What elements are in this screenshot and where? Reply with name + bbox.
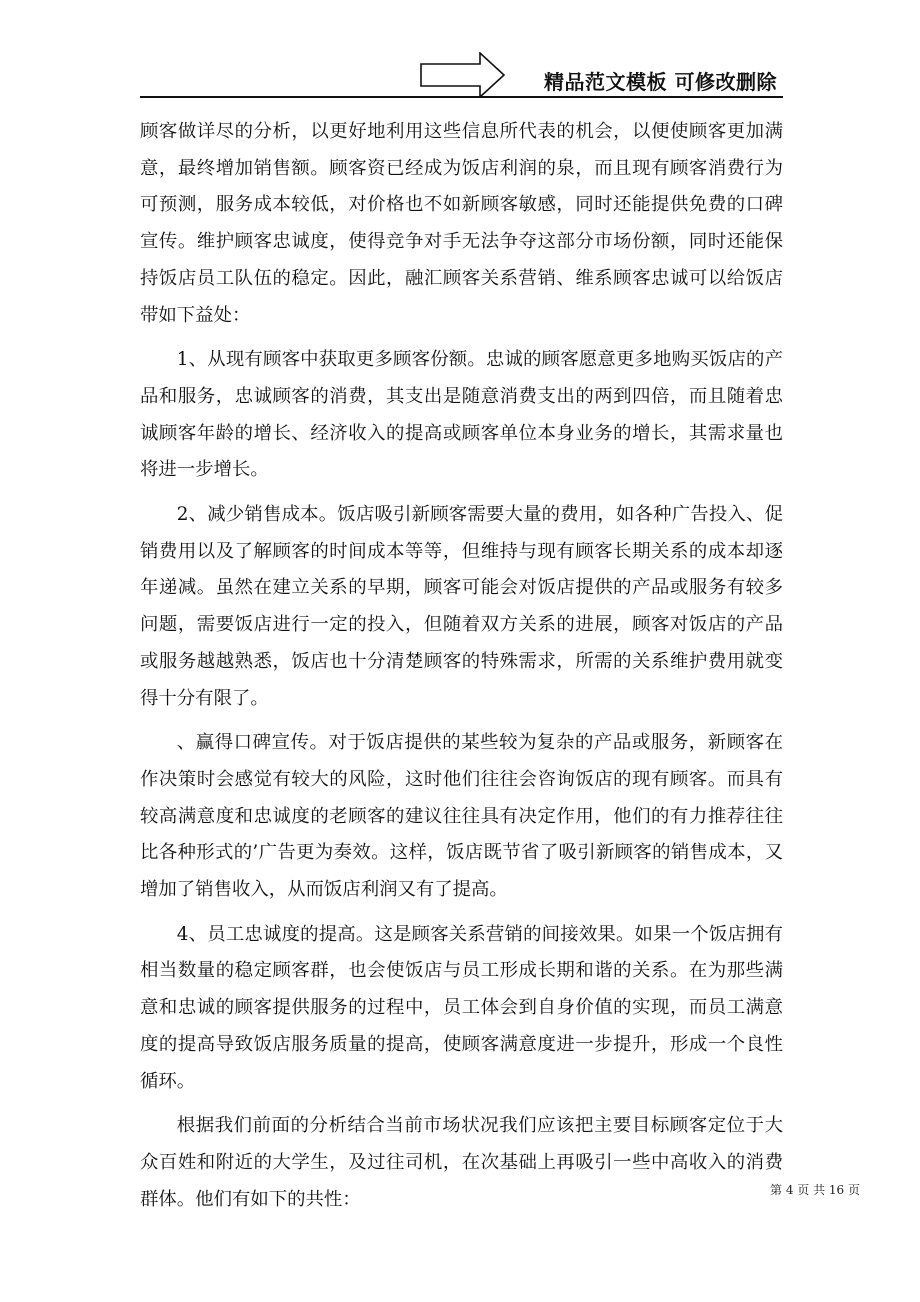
paragraph-point-4: 4、员工忠诚度的提高。这是顾客关系营销的间接效果。如果一个饭店拥有相当数量的稳定顾客群，也会使饭店与员工形成长期和谐的关系。在为那些满意和忠诚的顾客提供服务的过程中，员工体会到自身价值的实现，而员工满意度的提高导致饭店服务质量的提高，使顾客满意度进一步提升，形成一个良性循环。 (140, 923, 783, 1092)
header-divider (140, 96, 783, 98)
paragraph-conclusion: 根据我们前面的分析结合当前市场状况我们应该把主要目标顾客定位于大众百姓和附近的大学生，及过往司机，在次基础上再吸引一些中高收入的消费群体。他们有如下的共性： (140, 1115, 783, 1210)
paragraph-point-3: 、赢得口碑宣传。对于饭店提供的某些较为复杂的产品或服务，新顾客在作决策时会感觉有较大的风险，这时他们往往会咨询饭店的现有顾客。而具有较高满意度和忠诚度的老顾客的建议往往具有决定作用，他们的有力推荐往往比各种形式的’广告更为奏效。这样，饭店既节省了吸引新顾客的销售成本，又增加了销售收入，从而饭店利润又有了提高。 (140, 732, 783, 901)
page-number: 第 4 页 共 16 页 (770, 1183, 860, 1197)
paragraph-point-2: 2、减少销售成本。饭店吸引新顾客需要大量的费用，如各种广告投入、促销费用以及了解顾客的时间成本等等，但维持与现有顾客长期关系的成本却逐年递减。虽然在建立关系的早期，顾客可能会对饭店提供的产品或服务有较多问题，需要饭店进行一定的投入，但随着双方关系的进展，顾客对饭店的产品或服务越越熟悉，饭店也十分清楚顾客的特殊需求，所需的关系维护费用就变得十分有限了。 (140, 504, 783, 709)
right-arrow-icon (420, 52, 506, 98)
paragraph-point-1: 1、从现有顾客中获取更多顾客份额。忠诚的顾客愿意更多地购买饭店的产品和服务，忠诚顾客的消费，其支出是随意消费支出的两到四倍，而且随着忠诚顾客年龄的增长、经济收入的提高或顾客单位本身业务的增长，其需求量也将进一步增长。 (140, 349, 783, 481)
paragraph-intro: 顾客做详尽的分析，以更好地利用这些信息所代表的机会，以便使顾客更加满意，最终增加销售额。顾客资已经成为饭店利润的泉，而且现有顾客消费行为可预测，服务成本较低，对价格也不如新顾客敏感，同时还能提供免费的口碑宣传。维护顾客忠诚度，使得竞争对手无法争夺这部分市场份额，同时还能保持饭店员工队伍的稳定。因此，融汇顾客关系营销、维系顾客忠诚可以给饭店带如下益处： (140, 121, 783, 326)
page-header (140, 52, 783, 98)
header-title: 精品范文模板 可修改删除 (544, 70, 777, 94)
document-body (140, 114, 783, 1226)
